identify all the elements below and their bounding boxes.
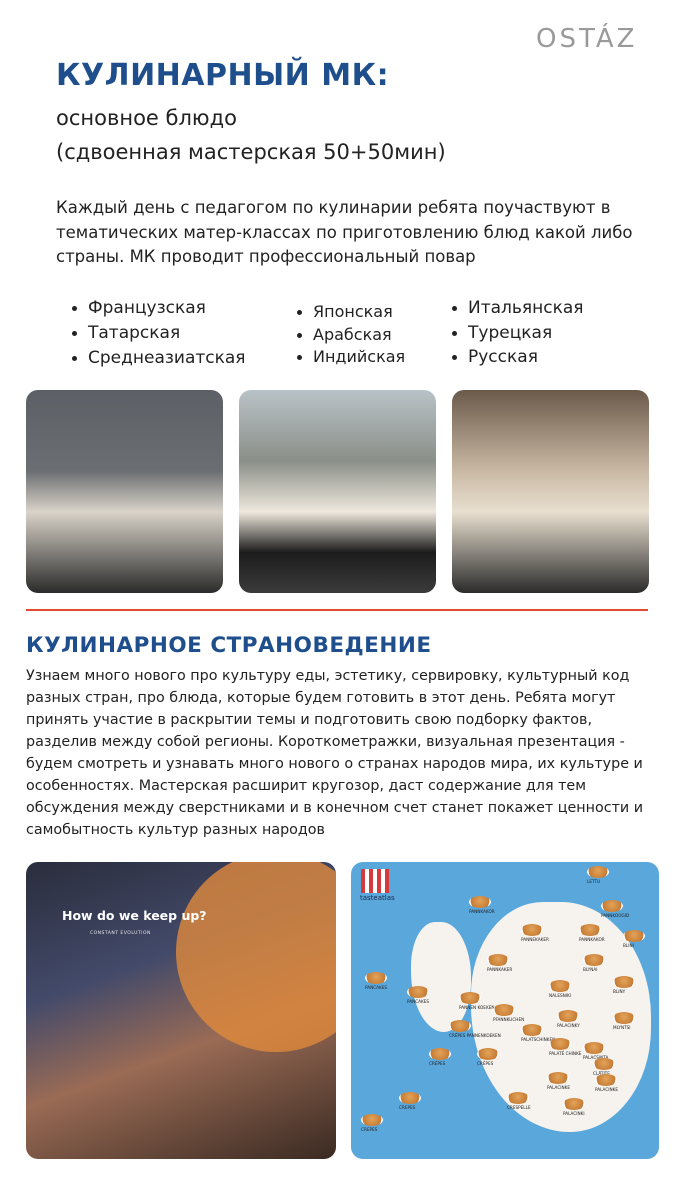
country-item: Среднеазиатская — [72, 346, 246, 371]
dish-label: BLYNAI — [583, 954, 605, 972]
dish-label: PALACINKE — [547, 1072, 570, 1090]
dish-label: CRÉPES — [477, 1048, 499, 1066]
dish-label: CRESPELLE — [507, 1092, 531, 1110]
tasteatlas-logo-icon — [361, 869, 389, 893]
dish-label: PANNKOOGID — [601, 900, 629, 918]
brand-logo: OSTÁZ — [536, 24, 638, 54]
page-subtitle-duration: (сдвоенная мастерская 50+50мин) — [56, 140, 446, 164]
dish-label: PFANNKUCHEN — [493, 1004, 524, 1022]
pancake-map-photo — [351, 862, 659, 1159]
dish-label: PALACINKY — [557, 1010, 580, 1028]
dish-label: NALESNIKI — [549, 980, 571, 998]
dish-label: PANNKAKER — [487, 954, 512, 972]
dish-label: PANCAKES — [407, 986, 429, 1004]
dish-label: PALATSCHINKEN — [521, 1024, 555, 1042]
cooking-photo-3 — [452, 390, 649, 593]
cooking-photo-2 — [239, 390, 436, 593]
dish-label: PALACSINTA — [583, 1042, 608, 1060]
dish-label: CREPES — [361, 1114, 383, 1132]
dish-label: CRÊPES PANNENKOEKEN — [449, 1020, 501, 1038]
dish-label: PANCAKES — [365, 972, 387, 990]
country-list-col2 — [297, 301, 405, 369]
dish-label: PALATÉ CHINKE — [549, 1038, 581, 1056]
country-list-col1 — [72, 296, 246, 371]
dish-label: CRÉPES — [429, 1048, 451, 1066]
country-item: Арабская — [297, 324, 405, 347]
section-title: КУЛИНАРНОЕ СТРАНОВЕДЕНИЕ — [26, 633, 432, 658]
dish-label: PANNEN KOEKEN — [459, 992, 494, 1010]
page-subtitle-dish: основное блюдо — [56, 106, 237, 130]
presentation-photo — [26, 862, 336, 1159]
intro-paragraph: Каждый день с педагогом по кулинарии ребята поучаствуют в тематических матер-классах по приготовлению блюд какой либо страны. МК проводит профессиональный повар — [56, 198, 633, 266]
map-land — [411, 922, 471, 1032]
dish-label: PANNKAKOR — [469, 896, 495, 914]
dish-label: BLINY — [613, 976, 635, 994]
slide-title: How do we keep up? — [62, 908, 207, 923]
dish-label: PANNEKAKER — [521, 924, 549, 942]
section-divider — [26, 609, 648, 611]
country-item: Французская — [72, 296, 246, 321]
page-title: КУЛИНАРНЫЙ МК: — [56, 58, 390, 93]
country-item: Русская — [452, 345, 584, 370]
dish-label: BLINI — [623, 930, 645, 948]
country-list-col3 — [452, 296, 584, 370]
country-item: Турецкая — [452, 321, 584, 346]
tasteatlas-brand: tasteatlas — [360, 894, 395, 902]
slide-shape — [176, 862, 336, 1052]
country-item: Итальянская — [452, 296, 584, 321]
country-item: Татарская — [72, 321, 246, 346]
dish-label: PALACINKE — [595, 1074, 618, 1092]
dish-label: LETTU — [587, 866, 609, 884]
country-item: Индийская — [297, 346, 405, 369]
slide-subtitle: CONSTANT EVOLUTION — [90, 931, 151, 936]
dish-label: MLYNTSI — [613, 1012, 635, 1030]
dish-label: PANNKAKOR — [579, 924, 605, 942]
cooking-photo-1 — [26, 390, 223, 593]
dish-label: CREPES — [399, 1092, 421, 1110]
dish-label: CLÄTITE — [593, 1058, 615, 1076]
section-paragraph: Узнаем много нового про культуру еды, эстетику, сервировку, культурный код разных стран, про блюда, которые будем готовить в этот день. Ребята могут принять участие в раскрытии темы и подготовить свою подборку фактов, разделив между собой регионы. Короткометражки, визуальная презентация - будем смотреть и узнавать много нового о странах народов мира, их культуре и особенностях. Мастерская расширит кругозор, даст содержание для тем обсуждения между сверстниками и в конечном счет станет покажет ценности и самобытность культур разных народов — [26, 668, 644, 838]
dish-label: PALACINKI — [563, 1098, 585, 1116]
country-item: Японская — [297, 301, 405, 324]
